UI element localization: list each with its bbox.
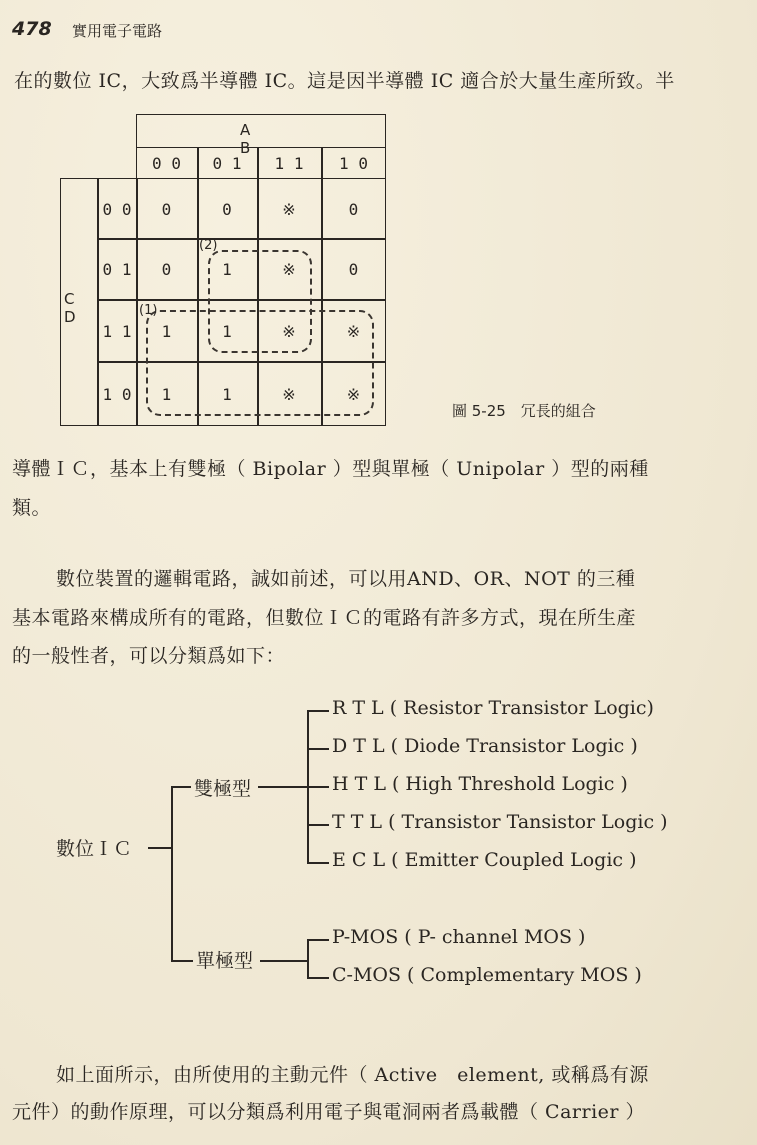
kmap-cell: 1 (222, 321, 232, 341)
paragraph-line-3: 類。 (12, 497, 52, 519)
grouping-loop-1 (146, 310, 374, 416)
tree-node-bipolar: 雙極型 (194, 778, 252, 800)
column-header: 1 1 (274, 154, 304, 173)
paragraph-line-8: 元件）的動作原理，可以分類爲利用電子與電洞兩者爲載體（ Carrier ） (12, 1101, 646, 1123)
kmap-cell: 0 (222, 199, 232, 219)
kmap-cell: 1 (222, 260, 232, 279)
kmap-cell: 0 (348, 260, 359, 279)
paragraph-line-7: 如上面所示，由所使用的主動元件（ Active element, 或稱爲有源 (56, 1064, 649, 1086)
paragraph-line-2: 導體ＩＣ，基本上有雙極（ Bipolar ）型與單極（ Unipolar ）型的兩種 (12, 458, 649, 480)
paragraph-line-1: 在的數位 IC，大致爲半導體 IC。這是因半導體 IC 適合於大量生產所致。半 (14, 70, 675, 92)
tree-leaf-rtl: R T L ( Resistor Transistor Logic) (332, 697, 654, 719)
tree-root-digital-ic: 數位ＩＣ (56, 838, 133, 860)
grouping-label-2: (2) (199, 238, 218, 253)
row-variable-label: C D (64, 290, 78, 326)
kmap-cell: 0 (161, 260, 172, 279)
kmap-cell: ※ (346, 384, 361, 404)
column-variable-label: A B (240, 121, 253, 157)
kmap-cell: 0 (348, 199, 359, 219)
kmap-cell: ※ (282, 260, 296, 279)
kmap-cell: 1 (222, 384, 232, 404)
tree-node-unipolar: 單極型 (196, 950, 254, 972)
tree-leaf-htl: H T L ( High Threshold Logic ) (332, 773, 628, 795)
kmap-cell: 1 (161, 384, 172, 404)
column-header: 1 0 (339, 154, 368, 173)
running-header-title: 實用電子電路 (72, 22, 163, 40)
row-header: 1 1 (102, 321, 132, 341)
row-header: 1 0 (102, 384, 132, 404)
column-header: 0 1 (212, 154, 242, 173)
figure-caption: 圖 5-25 冗長的組合 (452, 402, 596, 420)
row-header: 0 1 (102, 260, 132, 279)
paragraph-line-5: 基本電路來構成所有的電路，但數位ＩＣ的電路有許多方式，現在所生產 (12, 607, 637, 629)
tree-leaf-pmos: P-MOS ( P- channel MOS ) (332, 926, 586, 948)
tree-leaf-cmos: C-MOS ( Complementary MOS ) (332, 964, 642, 986)
kmap-cell: ※ (282, 384, 296, 404)
paragraph-line-6: 的一般性者，可以分類爲如下： (12, 645, 286, 667)
kmap-cell: ※ (282, 199, 296, 219)
row-header: 0 0 (102, 199, 132, 219)
tree-leaf-ecl: E C L ( Emitter Coupled Logic ) (332, 849, 637, 871)
column-header: 0 0 (152, 154, 181, 173)
kmap-cell: ※ (282, 321, 296, 341)
grouping-label-1: (1) (139, 303, 158, 318)
kmap-cell: 0 (161, 199, 172, 219)
tree-leaf-ttl: T T L ( Transistor Tansistor Logic ) (332, 811, 668, 833)
paragraph-line-4: 數位裝置的邏輯電路，誠如前述，可以用AND、OR、NOT 的三種 (56, 568, 636, 590)
kmap-cell: ※ (346, 321, 361, 341)
page-number: 478 (12, 18, 52, 40)
tree-leaf-dtl: D T L ( Diode Transistor Logic ) (332, 735, 638, 757)
kmap-cell: 1 (161, 321, 172, 341)
